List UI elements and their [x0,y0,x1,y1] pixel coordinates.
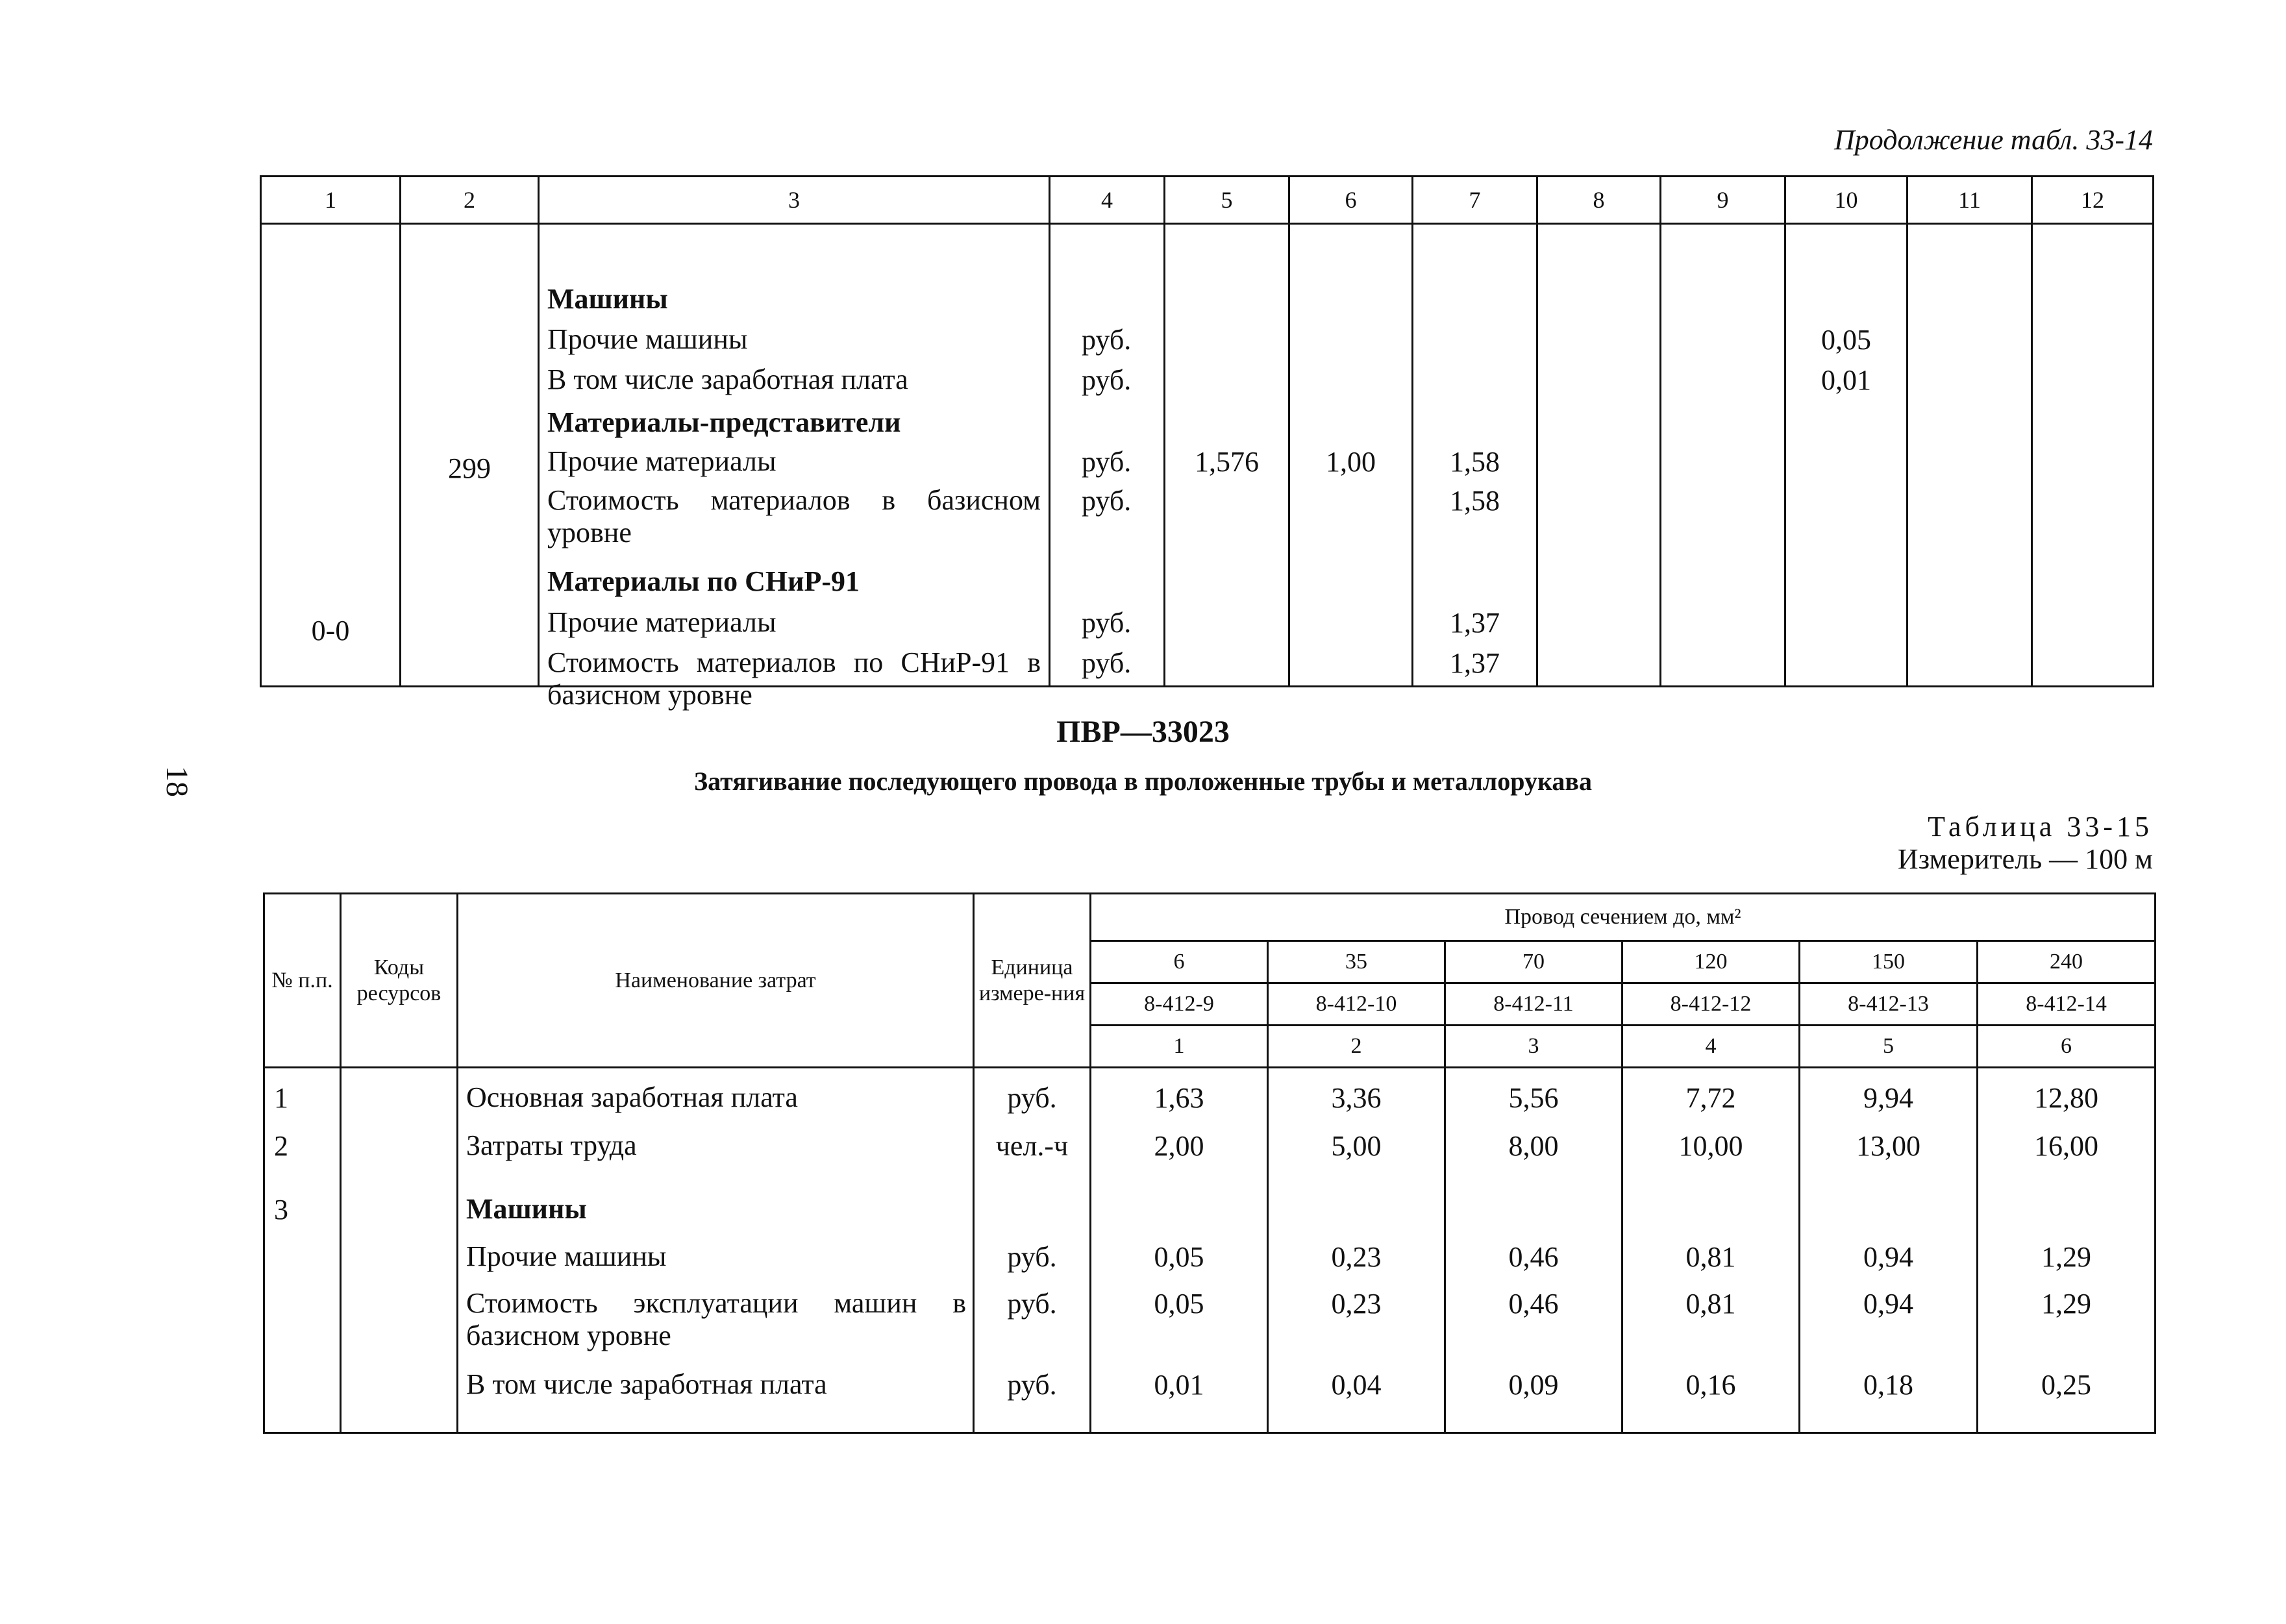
head-name: Наименование затрат [458,894,974,1068]
unit-value: руб. [1007,1082,1057,1114]
norms-table [263,892,2156,1434]
item-label: Стоимость материалов в базисном уровне [547,484,1041,548]
cell-names [539,224,1050,711]
section-code: ПВР—33023 [1056,715,1230,749]
item-label: Прочие машины [466,1240,667,1272]
unit-value: руб. [1082,446,1132,478]
head-codes: Коды ресурсов [341,894,458,1068]
section-value: 150 [1800,941,1978,983]
continuation-note: Продолжение табл. 33-14 [1834,124,2153,156]
unit-value: руб. [1007,1288,1057,1320]
unit-value: руб. [1082,324,1132,356]
value: 1,29 [2041,1241,2092,1273]
col-header: 7 [1413,177,1537,224]
value: 0,16 [1685,1369,1736,1401]
cell-col12 [2032,224,2154,687]
row-number: 2 [274,1130,288,1162]
col-header: 6 [1289,177,1413,224]
row-number: 3 [274,1194,288,1225]
item-label: В том числе заработная плата [466,1368,827,1400]
norm-code: 8-412-10 [1268,983,1445,1026]
row-number: 1 [274,1082,288,1114]
group-head: Провод сечением до, мм² [1091,894,2156,941]
cell-col2 [1268,1068,1445,1433]
col-number: 6 [1978,1026,2156,1068]
col-header: 12 [2032,177,2154,224]
section-value: 6 [1091,941,1268,983]
col-header: 9 [1661,177,1785,224]
norm-code: 8-412-9 [1091,983,1268,1026]
value: 0,25 [2041,1369,2092,1401]
cell-units [974,1068,1091,1433]
value: 13,00 [1856,1130,1920,1162]
col-header: 3 [539,177,1050,224]
col-header: 4 [1050,177,1165,224]
value: 1,58 [1450,446,1500,478]
norm-code: 8-412-14 [1978,983,2156,1026]
cell-col4 [1622,1068,1800,1433]
cell-numbers [264,1068,341,1433]
item-label: Прочие материалы [547,445,776,477]
col-header: 11 [1907,177,2032,224]
table-row [264,1068,2156,1433]
value: 10,00 [1678,1130,1743,1162]
section-value: 240 [1978,941,2156,983]
col-number: 1 [1091,1026,1268,1068]
value: 3,36 [1331,1082,1382,1114]
cell-names [458,1068,974,1433]
item-label: Основная заработная плата [466,1081,798,1113]
value: 2,00 [1154,1130,1204,1162]
group-heading: Машины [547,283,668,315]
col-header: 2 [401,177,539,224]
head-unit: Единица измере-ния [974,894,1091,1068]
section-value: 35 [1268,941,1445,983]
value: 5,00 [1331,1130,1382,1162]
item-label: Стоимость эксплуатации машин в базисном уровне [466,1287,966,1351]
value: 0,94 [1863,1241,1913,1273]
continuation-table [260,175,2154,711]
col-header: 5 [1165,177,1289,224]
section-value: 70 [1445,941,1622,983]
cell-col5 [1800,1068,1978,1433]
value: 1,63 [1154,1082,1204,1114]
value: 1,576 [1195,446,1259,478]
cell-col7 [1413,224,1537,687]
value: 0,18 [1863,1369,1913,1401]
value: 1,37 [1450,607,1500,639]
unit-value: руб. [1082,607,1132,639]
cell-col6 [1978,1068,2156,1433]
value: 5,56 [1508,1082,1559,1114]
item-label: Стоимость материалов по СНиР-91 в базисном уровне [547,646,1041,711]
col-number: 4 [1622,1026,1800,1068]
value: 9,94 [1863,1082,1913,1114]
header-row [261,177,2154,224]
col-header: 10 [1785,177,1907,224]
value: 0,05 [1821,324,1871,356]
value: 0,46 [1508,1241,1559,1273]
value: 0,81 [1685,1241,1736,1273]
col-header: 8 [1537,177,1661,224]
measure-unit: Измеритель — 100 м [1897,843,2153,875]
item-label: Затраты труда [466,1129,637,1161]
item-label: Прочие машины [547,323,748,355]
unit-value: руб. [1082,364,1132,396]
norm-code: 8-412-12 [1622,983,1800,1026]
value: 1,00 [1326,446,1376,478]
head-no: № п.п. [264,894,341,1068]
unit-value: чел.-ч [995,1130,1069,1162]
value: 0,04 [1331,1369,1382,1401]
value: 1,58 [1450,485,1500,517]
value: 0,05 [1154,1288,1204,1320]
group-heading: Материалы по СНиР-91 [547,565,860,597]
unit-value: руб. [1007,1241,1057,1273]
value: 12,80 [2034,1082,2099,1114]
value: 0,46 [1508,1288,1559,1320]
section-value: 120 [1622,941,1800,983]
value: 0,81 [1685,1288,1736,1320]
value: 16,00 [2034,1130,2099,1162]
value: 8,00 [1508,1130,1559,1162]
code-value: 0-0 [311,615,350,646]
value: 0,23 [1331,1288,1382,1320]
item-label: В том числе заработная плата [547,363,908,395]
col-number: 5 [1800,1026,1978,1068]
cell-col8 [1537,224,1661,687]
cell-col6 [1289,224,1413,687]
cell-codes [341,1068,458,1433]
value: 0,09 [1508,1369,1559,1401]
col-number: 2 [1268,1026,1445,1068]
item-label: Прочие материалы [547,606,776,638]
value: 0,23 [1331,1241,1382,1273]
cell-col11 [1907,224,2032,687]
value: 1,29 [2041,1288,2092,1320]
cell-col1 [1091,1068,1268,1433]
table-row [261,224,2154,687]
col-header: 1 [261,177,401,224]
cell-units [1050,224,1165,687]
cell-col10 [1785,224,1907,687]
norm-code: 8-412-11 [1445,983,1622,1026]
unit-value: руб. [1082,485,1132,517]
section-title: Затягивание последующего провода в проложенные трубы и металлорукава [693,767,1593,796]
cell-code [261,224,401,687]
code-value: 299 [448,452,491,484]
group-heading: Машины [466,1193,587,1225]
value: 0,05 [1154,1241,1204,1273]
value: 1,37 [1450,647,1500,679]
table-label: Таблица 33-15 [1928,811,2153,843]
cell-code2 [401,224,539,687]
page-number: 18 [160,766,194,797]
cell-col3 [1445,1068,1622,1433]
value: 0,94 [1863,1288,1913,1320]
cell-col9 [1661,224,1785,687]
unit-value: руб. [1082,647,1132,679]
norm-code: 8-412-13 [1800,983,1978,1026]
value: 0,01 [1154,1369,1204,1401]
cell-col5 [1165,224,1289,687]
group-heading: Материалы-представители [547,406,901,438]
unit-value: руб. [1007,1369,1057,1401]
value: 0,01 [1821,364,1871,396]
col-number: 3 [1445,1026,1622,1068]
value: 7,72 [1685,1082,1736,1114]
